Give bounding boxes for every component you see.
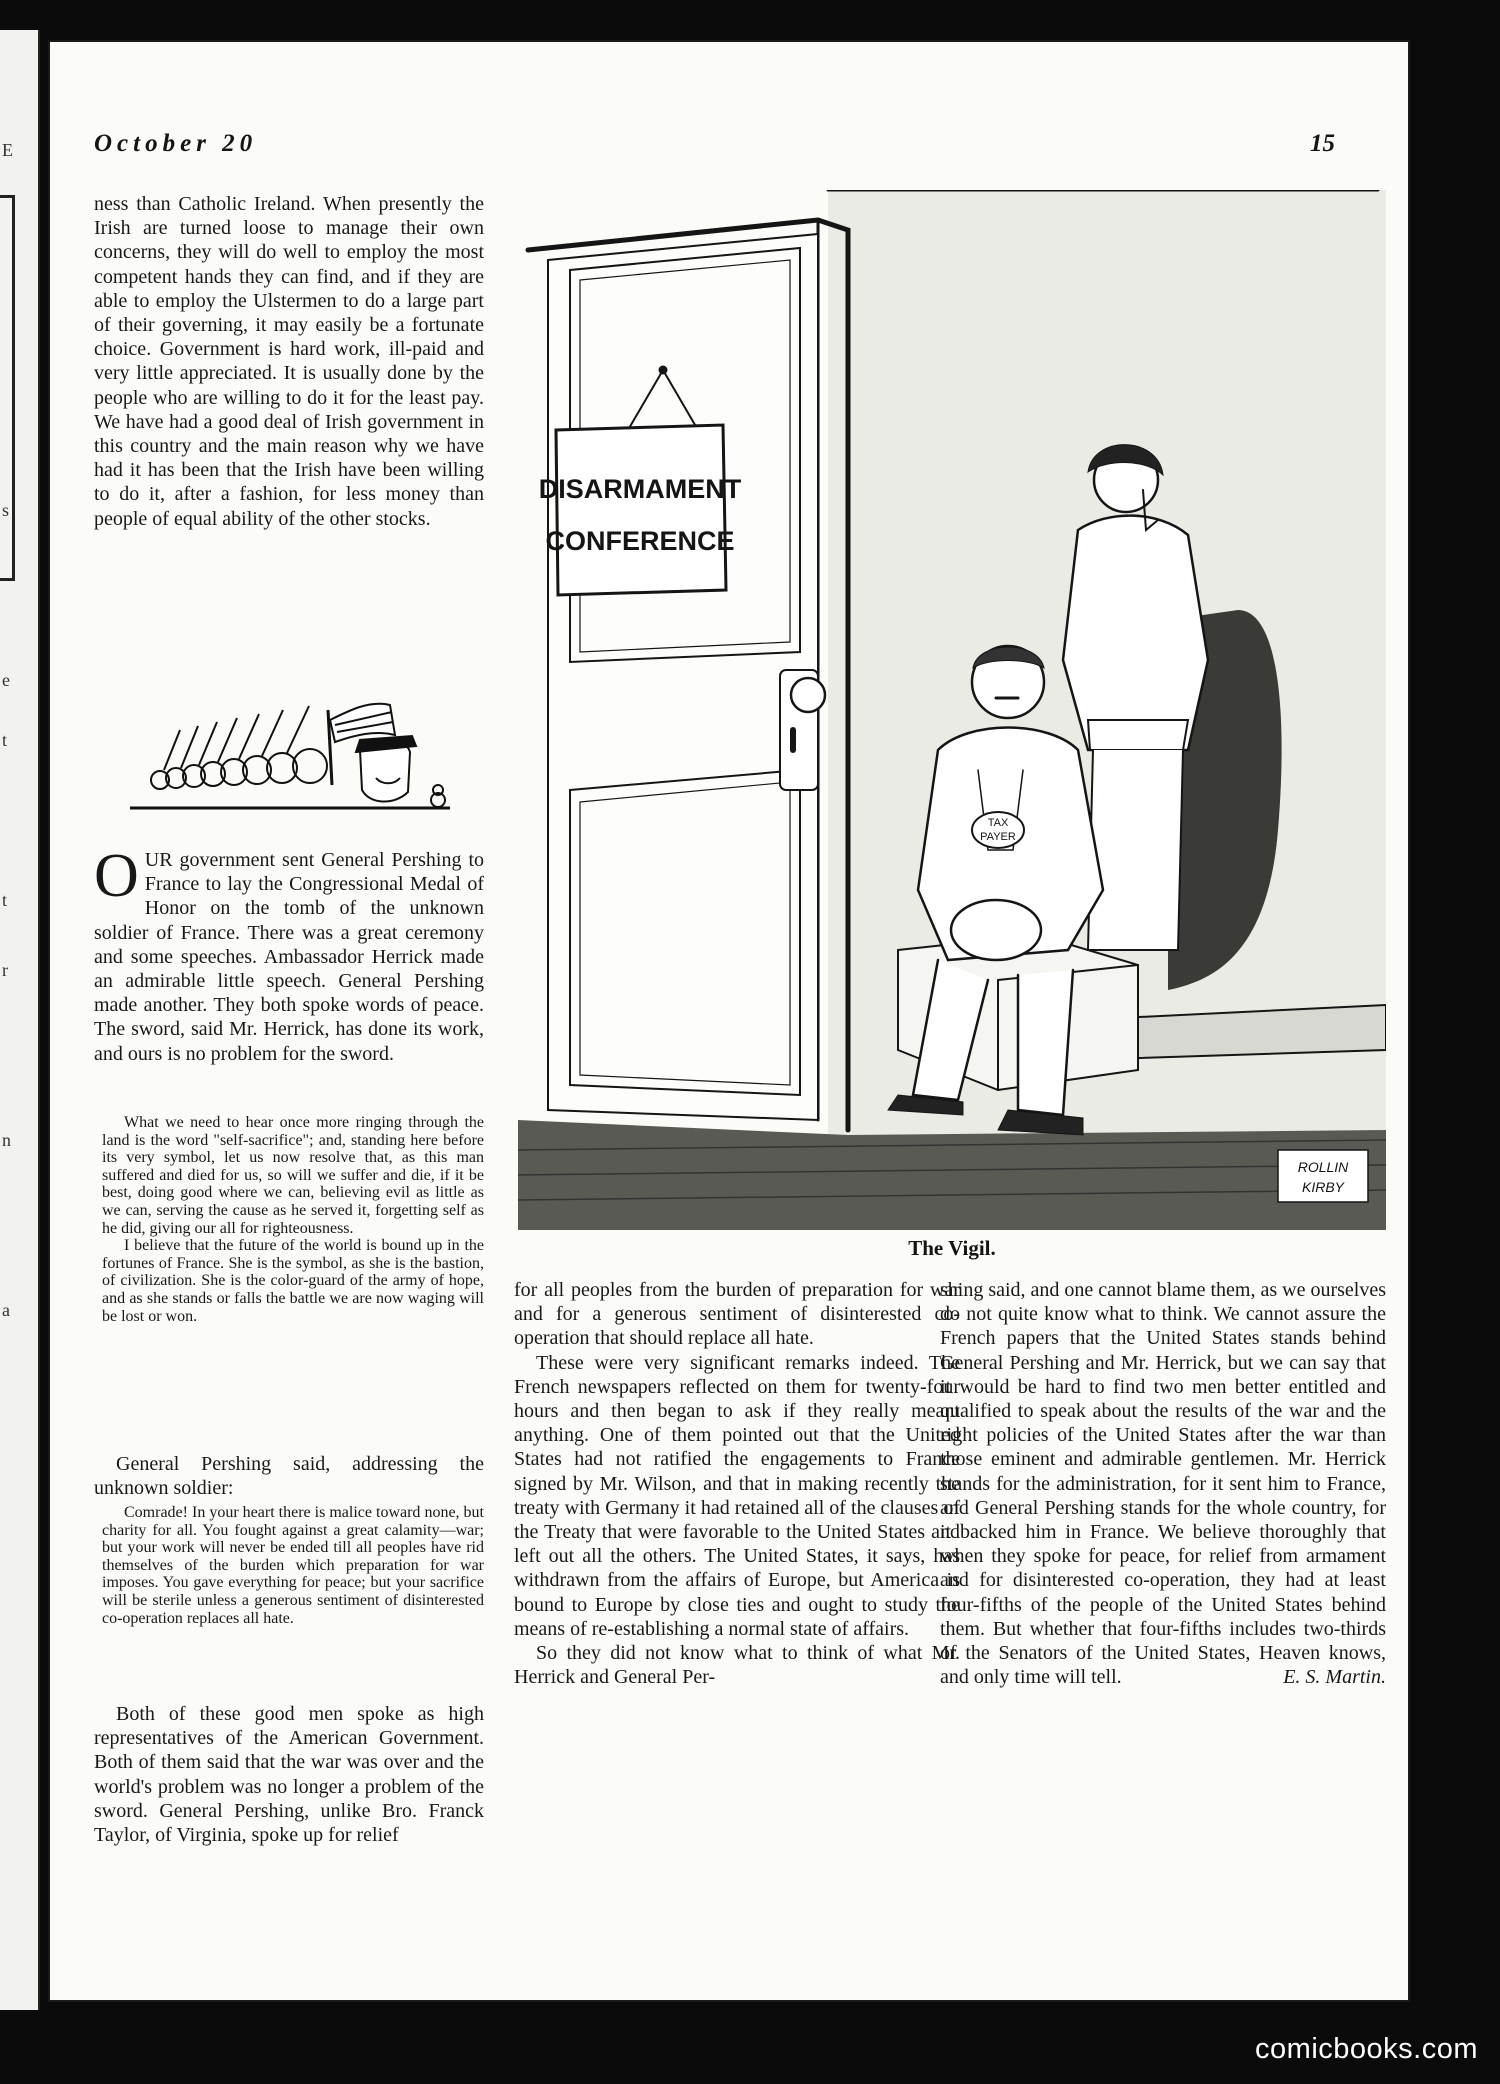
edge-letter: E [2,140,13,160]
badge-text-line-1: TAX [987,817,1009,829]
magazine-page [48,40,1410,2002]
paragraph: So they did not know what to think of what Mr. Herrick and General Per- [514,1642,960,1689]
drop-cap: O [94,842,139,910]
paragraph: General Pershing said, addressing the unknown soldier: [94,1453,484,1500]
cartoon-caption: The Vigil. [908,1236,996,1260]
column-1-quotes [94,1114,484,1325]
previous-page-edge [0,30,40,2010]
column-1-top [94,192,484,531]
quotation: Comrade! In your heart there is malice toward none, but charity for all. You fought against a great calamity—war; but your work will never be ended till all peoples have rid themselves of the burden which preparation for war imposes. You gave everything for peace; but your sacrifice will be sterile unless a generous sentiment of disinterested co-operation replaces all hate. [102,1504,484,1627]
column-1-body [94,842,484,1066]
edge-letter: t [2,890,8,910]
page-date: October 20 [94,130,258,157]
author-signature: E. S. Martin. [1283,1666,1386,1689]
paragraph [940,1278,1386,1689]
sign-text-line-1: DISARMAMENT [538,474,742,504]
column-3 [940,1278,1386,1689]
edge-letter: s [2,500,10,520]
paragraph-text: shing said, and one cannot blame them, as we ourselves do not quite know what to think. We cannot assure the French papers that the United States stands behind General Pershing and Mr. Herrick, but we can say that it would be hard to find two men better entitled and qualified to speak about the results of the war and the right policies of the United States after the war than those eminent and admirable gentlemen. Mr. Herrick stands for the administration, for it sent him to France, and General Pershing stands for the whole country, for it backed him in France. We believe thoroughly that when they spoke for peace, for relief from armament and for disinterested co-operation, they had at least four-fifths of the people of the United States behind them. But whether that four-fifths includes two-thirds of the Senators of the United States, Heaven knows, and only time will tell. [940,1279,1386,1689]
column-1-middle [94,1452,484,1500]
edge-letter: e [2,670,10,690]
paragraph: for all peoples from the burden of preparation for war and for a generous sentiment of disinterested co-operation that should replace all hate. [514,1279,960,1350]
edge-letter: n [2,1130,11,1150]
edge-box [0,195,15,581]
artist-signature-line-2: KIRBY [1301,1179,1345,1195]
column-1-bottom [94,1702,484,1847]
paragraph: Both of these good men spoke as high representatives of the American Government. Both of them said that the war was over and the world's problem was no longer a problem of the sword. General Pershing, unlike Bro. Franck Taylor, of Virginia, spoke up for relief [94,1703,484,1847]
badge-text-line-2: PAYER [980,831,1016,843]
column-2 [514,1278,960,1689]
quotation: I believe that the future of the world is bound up in the fortunes of France. She is the symbol, as she is the bastion, of civilization. She is the color-guard of the army of hope, and as she stands or falls the battle we are now waging will be lost or won. [102,1237,484,1325]
right-dark-margin [1420,0,1500,2084]
edge-letter: a [2,1300,10,1320]
quotation: What we need to hear once more ringing through the land is the word "self-sacrifice"; and, standing here before its very symbol, let us now resolve that, as this man suffered and died for us, so will we suffer and die, if it be best, doing good where we can, believing evil as little as we can, serving the cause as he served it, forgetting self as he did, giving our all for righteousness. [102,1114,484,1237]
the-vigil-cartoon [518,190,1386,1230]
column-1-quote-3 [94,1504,484,1627]
paragraph-with-dropcap [94,842,484,1066]
paragraph: These were very significant remarks indeed. The French newspapers reflected on them for twenty-four hours and then began to ask if they really meant anything. One of them pointed out that the United States had not ratified the engagements to France signed by Mr. Wilson, and that in making recently the treaty with Germany it had retained all of the clauses of the Treaty that were favorable to the United States and left out all the others. The United States, it says, has withdrawn from the affairs of Europe, but America is bound to Europe by close ties and ought to study the means of re-establishing a normal state of affairs. [514,1351,960,1640]
paragraph: ness than Catholic Ireland. When presently the Irish are turned loose to manage their own concerns, they will do well to employ the most competent hands they can find, and if they are able to employ the Ulstermen to do a large part of their governing, it may easily be a fortunate choice. Government is hard work, ill-paid and very little appreciated. It is usually done by the people who are willing to do it for the least pay. We have had a good deal of Irish government in this country and the main reason why we have had it has been that the Irish have been willing to do it, after a fashion, for less money than people of equal ability of the other stocks. [94,193,484,530]
edge-letter: t [2,730,8,750]
artist-signature-line-1: ROLLIN [1297,1159,1349,1175]
site-watermark: comicbooks.com [1255,2033,1478,2065]
page-number: 15 [1310,130,1335,157]
soldiers-parade-illustration [120,680,520,828]
edge-letter: r [2,960,8,980]
sign-text-line-2: CONFERENCE [545,526,735,556]
paragraph-text: UR government sent General Pershing to France to lay the Congressional Medal of Honor on the tomb of the unknown soldier of France. There was a great ceremony and some speeches. Ambassador Herrick made an admirable little speech. General Pershing made another. They both spoke words of peace. The sword, said Mr. Herrick, has done its work, and ours is no problem for the sword. [94,849,484,1065]
